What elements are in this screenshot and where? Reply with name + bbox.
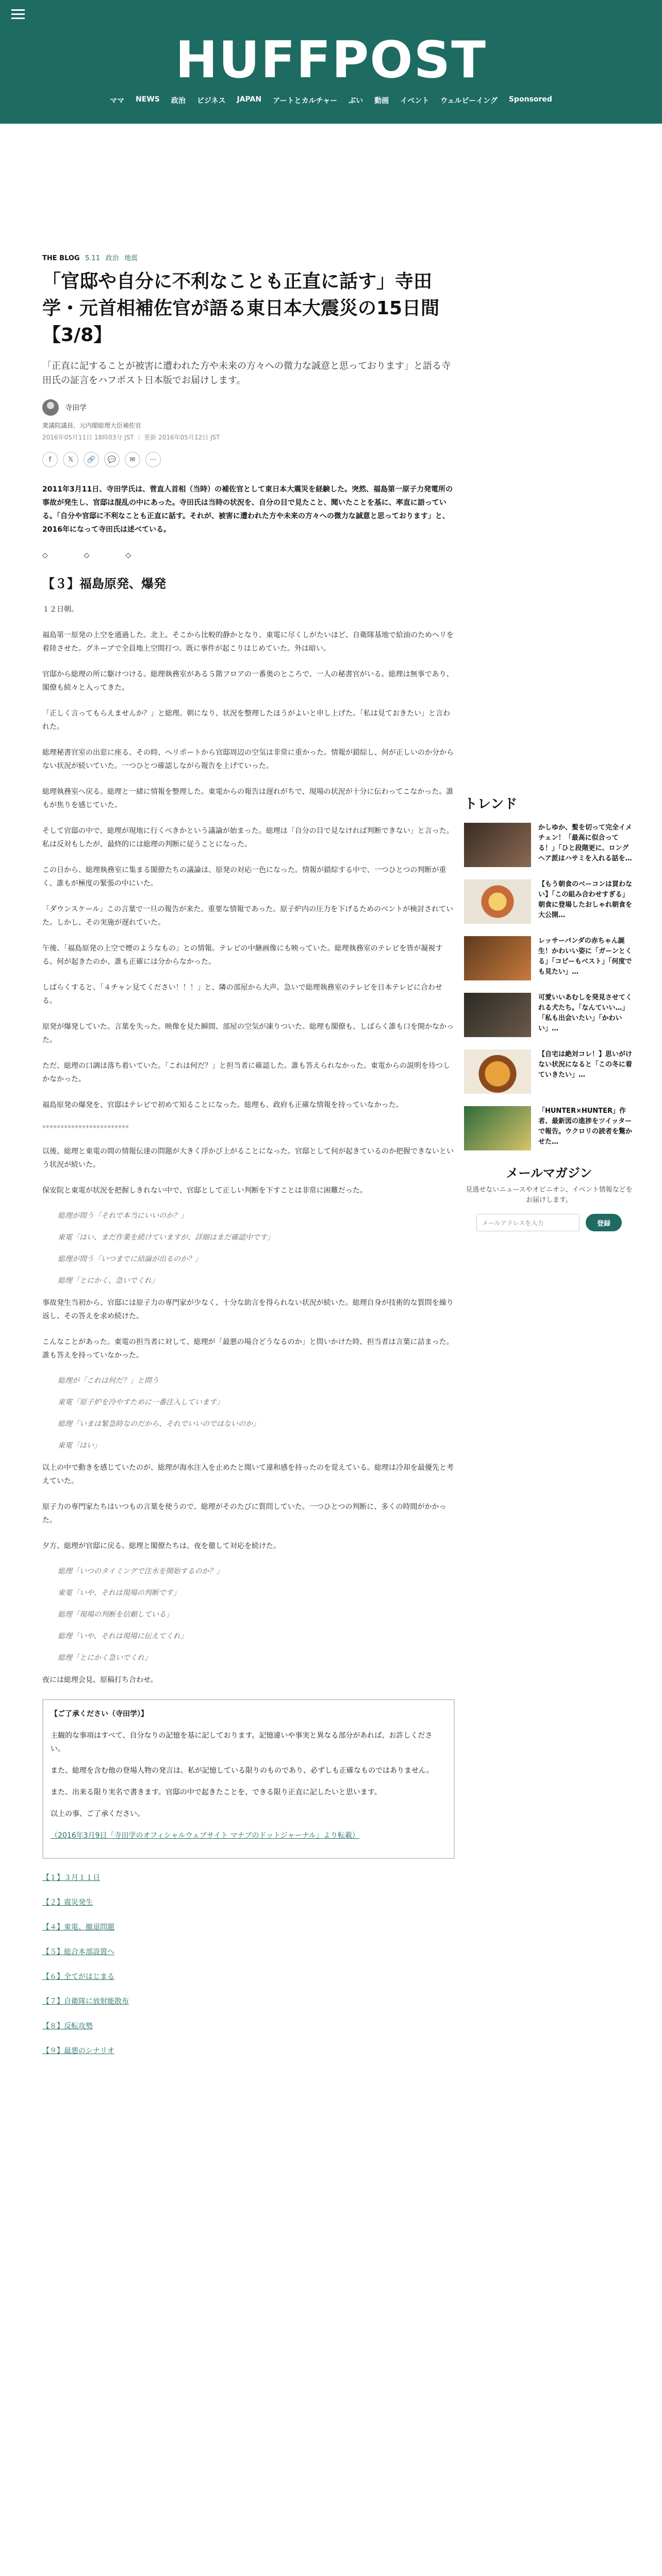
paragraph: 午後、「福島原発の上空で煙のようなもの」との情報。テレビの中継画像にも映っていた。総理執務室のテレビを皆が凝視する。何が起きたのか、誰も正確には分からなかった。 [42, 944, 443, 966]
trend-item[interactable] [464, 1106, 634, 1150]
nav-item-arts[interactable]: アートとカルチャー [273, 97, 338, 105]
newsletter-text: 見逃せないニュースやオピニオン、イベント情報などをお届けします。 [466, 1186, 633, 1204]
newsletter-title: メールマガジン [506, 1166, 592, 1180]
series-link[interactable]: 【５】総合本部設置へ [42, 1948, 114, 1956]
timestamps: 2016年05月11日 18時03分 JST ｜ 更新 2016年05月12日 JST [42, 434, 220, 441]
trend-item[interactable] [464, 993, 634, 1037]
nav-item-events[interactable]: イベント [400, 97, 429, 105]
paragraph: 以上の中で動きを感じていたのが、総理が海水注入を止めたと聞いて違和感を持ったのを覚えている。総理は冷却を最優先と考えていた。 [42, 1464, 454, 1485]
nav-item-video[interactable]: 動画 [374, 97, 389, 105]
tag-politics[interactable]: 政治 [105, 255, 119, 262]
facebook-share-icon[interactable]: f [42, 452, 58, 467]
hamburger-menu-icon[interactable] [11, 9, 25, 20]
share-bar [42, 452, 455, 467]
nav-item-politics[interactable]: 政治 [171, 97, 186, 105]
twitter-share-icon[interactable]: 𝕏 [63, 452, 78, 467]
newsletter-box [464, 1163, 634, 1231]
dialogue-quote: 総理が「これは何だ？」と問う [58, 1377, 159, 1385]
sidebar [464, 793, 634, 1231]
paragraph: 総理執務室へ戻る。総理と一緒に情報を整理した。東電からの報告は遅れがちで、現場の状況が十分に伝わってこなかった。誰もが焦りを感じていた。 [42, 788, 454, 809]
dialogue-quote: 東電「原子炉を冷やすために一番注入しています」 [58, 1398, 224, 1406]
paragraph: しばらくすると、「４チャン見てください！！！」と、隣の部屋から大声。急いで総理執務室のテレビを日本テレビに合わせる。 [42, 984, 443, 1005]
trend-thumbnail[interactable] [464, 936, 531, 980]
nav-item-japan[interactable]: JAPAN [237, 95, 262, 104]
author-role: 衆議院議員、元内閣総理大臣補佐官 [42, 422, 142, 429]
dialogue-quote: 総理が問う「それで本当にいいのか？」 [58, 1212, 188, 1220]
dialogue-quote: 総理「いまは緊急時なのだから、それでいいのではないのか」 [58, 1420, 260, 1428]
paragraph: 福島原発の爆発を、官邸はテレビで初めて知ることになった。総理も、政府も正確な情報を持っていなかった。 [42, 1101, 403, 1109]
more-share-icon[interactable]: ⋯ [145, 452, 161, 467]
nav-item-mama[interactable]: ママ [110, 97, 125, 105]
series-link[interactable]: 【２】震災発生 [42, 1899, 93, 1907]
series-link[interactable]: 【１】３月１１日 [42, 1874, 100, 1882]
dialogue-quote: 総理「とにかく急いでくれ」 [58, 1654, 152, 1662]
link-share-icon[interactable]: 🔗 [84, 452, 99, 467]
email-share-icon[interactable]: ✉ [125, 452, 140, 467]
comment-icon[interactable]: 💬 [104, 452, 120, 467]
masthead [0, 0, 662, 124]
paragraph: 原発が爆発していた。言葉を失った。映像を見た瞬間、部屋の空気が凍りついた。総理も閣僚も、しばらく誰も口を開かなかった。 [42, 1023, 454, 1044]
paragraph: そして官邸の中で、総理が現地に行くべきかという議論が始まった。総理は「自分の目で見なければ判断できない」と言った。私は反対もしたが、最終的には総理の判断に従うことになった。 [42, 827, 454, 849]
blog-label-line [42, 252, 455, 262]
paragraph: 官邸から総理の所に駆けつける。総理執務室がある５階フロアの一番奥のところで、一人の秘書官がいる。総理は無事であり、閣僚も続々と入ってきた。 [42, 670, 454, 692]
disclaimer-end: 以上の事、ご了承ください。 [51, 1810, 144, 1818]
paragraph: こんなことがあった。東電の担当者に対して、総理が「最悪の場合どうなるのか」と問いかけた時、担当者は言葉に詰まった。誰も答えを持っていなかった。 [42, 1338, 454, 1360]
nav-item-sponsored[interactable]: Sponsored [508, 95, 552, 104]
disclaimer-box [42, 1699, 455, 1859]
dialogue-quote: 総理「とにかく、急いでくれ」 [58, 1277, 159, 1285]
trend-text[interactable]: 「HUNTER×HUNTER」作者、最新図の進捗をツイッターで報告。ウクロリの読者を驚かせた… [538, 1107, 633, 1146]
paragraph: 福島第一原発の上空を通過した。北上。そこから比較的静かとなり、東電に尽くしがたいほど、自衛隊基地で給油のためヘリを着陸させた。グネーブで全員地上空間打つ。既に事件が起こりはじめていた。外は暗い。 [42, 631, 454, 653]
trend-thumbnail[interactable] [464, 1049, 531, 1094]
paragraph: 以後、総理と東電の間の情報伝達の問題が大きく浮かび上がることになった。官邸として何が起きているのか把握できないという状況が続いた。 [42, 1147, 454, 1169]
trend-text[interactable]: 【もう朝食のベーコンは買わない】「この組み合わせすぎる」朝食に登場したおしゃれ朝食を大公開… [538, 880, 633, 919]
blog-date: 5.11 [85, 255, 101, 262]
article-subtitle: 「正直に記することが被害に遭われた方や未来の方々への微力な誠意と思っております」と語る寺田氏の証言をハフポスト日本版でお届けします。 [42, 361, 451, 386]
trend-text[interactable]: 【自宅は絶対コレ！】思いがけない状況になると「この冬に着ていきたい」… [538, 1050, 633, 1079]
trend-item[interactable] [464, 936, 634, 980]
dialogue-quote: 総理「現場の判断を信頼している」 [58, 1611, 173, 1619]
diamond-separator: ◇ ◇ ◇ [42, 551, 131, 560]
dialogue-quote: 総理「いや、それは現場に伝えてくれ」 [58, 1632, 188, 1640]
nav-item-bui[interactable]: ぶい [349, 97, 363, 105]
asterisk-separator: ************************ [42, 1124, 129, 1132]
trend-text[interactable]: 可愛いいあむしを発見させてくれる犬たち。「なんていい…」「私も出会いたい」「かわいい」… [538, 994, 633, 1032]
trend-item[interactable] [464, 823, 634, 867]
series-link[interactable]: 【９】最悪のシナリオ [42, 2047, 114, 2055]
paragraph: 総理秘書官室の出窓に座る、その時、ヘリポートから官邸周辺の空気は非常に重かった。情報が錯綜し、何が正しいのか分からない状況が続いていた。一つひとつ確認しながら報告を上げていった。 [42, 749, 454, 770]
source-link[interactable]: （2016年3月9日「寺田学のオフィシャルウェブサイト マナブのドットジャーナル」より転載） [51, 1832, 359, 1840]
series-link[interactable]: 【６】全てがはじまる [42, 1973, 114, 1981]
trend-thumbnail[interactable] [464, 1106, 531, 1150]
trend-text[interactable]: レッサーパンダの赤ちゃん誕生！かわいい姿に「ガーンとくる」「コピーもベスト」「何度でも見たい」… [538, 937, 632, 976]
disclaimer-paragraph: 主観的な事項はすべて、自分なりの記憶を基に記しております。記憶違いや事実と異なる部分があれば、お許しください。 [51, 1732, 433, 1753]
dialogue-quote: 東電「はい、まだ作業を続けていますが、詳細はまだ確認中です」 [58, 1233, 274, 1242]
paragraph: ただ、総理の口調は落ち着いていた。「これは何だ？」と担当者に確認した。誰も答えられなかった。東電からの説明を待つしかなかった。 [42, 1062, 450, 1083]
paragraph: 事故発生当初から、官邸には原子力の専門家が少なく、十分な助言を得られない状況が続いた。総理自身が技術的な質問を繰り返し、その答えを求め続けた。 [42, 1299, 454, 1320]
nav-item-business[interactable]: ビジネス [196, 97, 226, 105]
paragraph: 「正しく言ってもらえませんか？」と総理。朝になり、状況を整理したほうがよいと申し上げた。「私は見ておきたい」と言われた。 [42, 709, 450, 731]
trend-thumbnail[interactable] [464, 823, 531, 867]
disclaimer-title: 【ご了承ください（寺田学）】 [51, 1710, 148, 1718]
top-navigation [0, 95, 662, 106]
paragraph: 夕方、総理が官邸に戻る。総理と閣僚たちは、夜を徹して対応を続けた。 [42, 1542, 280, 1550]
trend-item[interactable] [464, 1049, 634, 1094]
author-avatar[interactable] [42, 399, 59, 416]
trend-thumbnail[interactable] [464, 879, 531, 924]
paragraph: 保安院と東電が状況を把握しきれない中で、官邸として正しい判断を下すことは非常に困難だった。 [42, 1187, 367, 1195]
paragraph: 「ダウンスケール」この言葉で一旦の報告が来た。重要な情報であった。原子炉内の圧力を下げるためのベントが検討されていた。しかし、その実施が遅れていた。 [42, 905, 454, 927]
trend-thumbnail[interactable] [464, 993, 531, 1037]
nav-item-wellbeing[interactable]: ウェルビーイング [440, 97, 498, 105]
disclaimer-paragraph: また、総理を含む他の登場人物の発言は、私が記憶している限りのものであり、必ずしも正確なものではありません。 [51, 1767, 434, 1775]
series-link[interactable]: 【４】東電、撤退問題 [42, 1923, 114, 1931]
dialogue-quote: 東電「はい」 [58, 1442, 101, 1450]
trend-text[interactable]: かしゆか、髪を切って完全イメチェン！「最高に似合ってる！」「ひと段階更に、ロングヘア派はハサミを入れる話を… [538, 824, 632, 862]
disclaimer-paragraph: また、出来る限り実名で書きます。官邸の中で起きたことを、できる限り正直に記したいと思います。 [51, 1788, 382, 1797]
dialogue-quote: 東電「いや、それは現場の判断です」 [58, 1589, 180, 1597]
newsletter-email-input[interactable]: メールアドレスを入力 [476, 1214, 580, 1231]
article-title: 「官邸や自分に不利なことも正直に話す」寺田学・元首相補佐官が語る東日本大震災の15日間【3/8】 [42, 271, 440, 346]
tag-earthquake[interactable]: 地震 [124, 255, 138, 262]
paragraph: 夜には総理会見、原稿打ち合わせ。 [42, 1676, 158, 1684]
paragraph: １２日朝。 [42, 605, 78, 614]
section-heading: 【３】福島原発、爆発 [42, 577, 166, 591]
series-link[interactable]: 【８】反転攻勢 [42, 2022, 93, 2030]
author-name[interactable]: 寺田学 [65, 404, 87, 412]
huffpost-logo[interactable]: HUFFPOST [175, 31, 487, 90]
trend-item[interactable] [464, 879, 634, 924]
dialogue-quote: 総理が問う「いつまでに結論が出るのか？」 [58, 1255, 202, 1263]
article-main [42, 252, 455, 2070]
series-links [42, 1872, 455, 2056]
author-block [42, 399, 455, 416]
newsletter-form [464, 1214, 634, 1231]
paragraph: 原子力の専門家たちはいつもの言葉を使うので、総理がそのたびに質問していた。一つひとつの判断に、多くの時間がかかった。 [42, 1503, 446, 1524]
dialogue-quote: 総理「いつのタイミングで注水を開始するのか？」 [58, 1567, 224, 1575]
newsletter-submit-button[interactable]: 登録 [586, 1214, 622, 1231]
nav-item-news[interactable]: NEWS [136, 95, 160, 104]
trend-heading: トレンド [464, 796, 518, 812]
blog-label: THE BLOG [42, 255, 80, 262]
article-lead: 2011年3月11日、寺田学氏は、菅直人首相（当時）の補佐官として東日本大震災を経験した。突然、福島第一原子力発電所の事故が発生し、官邸は混乱の中にあった。寺田氏は当時の状況を、自分の目で見たこと、聞いたことを基に、率直に語っている。「自分や官邸に不利なことも正直に話す。それが、被害に遭われた方や未来の方々への微力な誠意と思っております」と、2016年になって寺田氏は述べている。 [42, 485, 453, 534]
series-link[interactable]: 【７】自衛隊に放射能散布 [42, 1997, 129, 2006]
paragraph: この日から、総理執務室に集まる閣僚たちの議論は、原発の対応一色になった。情報が錯綜する中で、一つひとつの判断が重く、誰もが極度の緊張の中にいた。 [42, 866, 446, 888]
